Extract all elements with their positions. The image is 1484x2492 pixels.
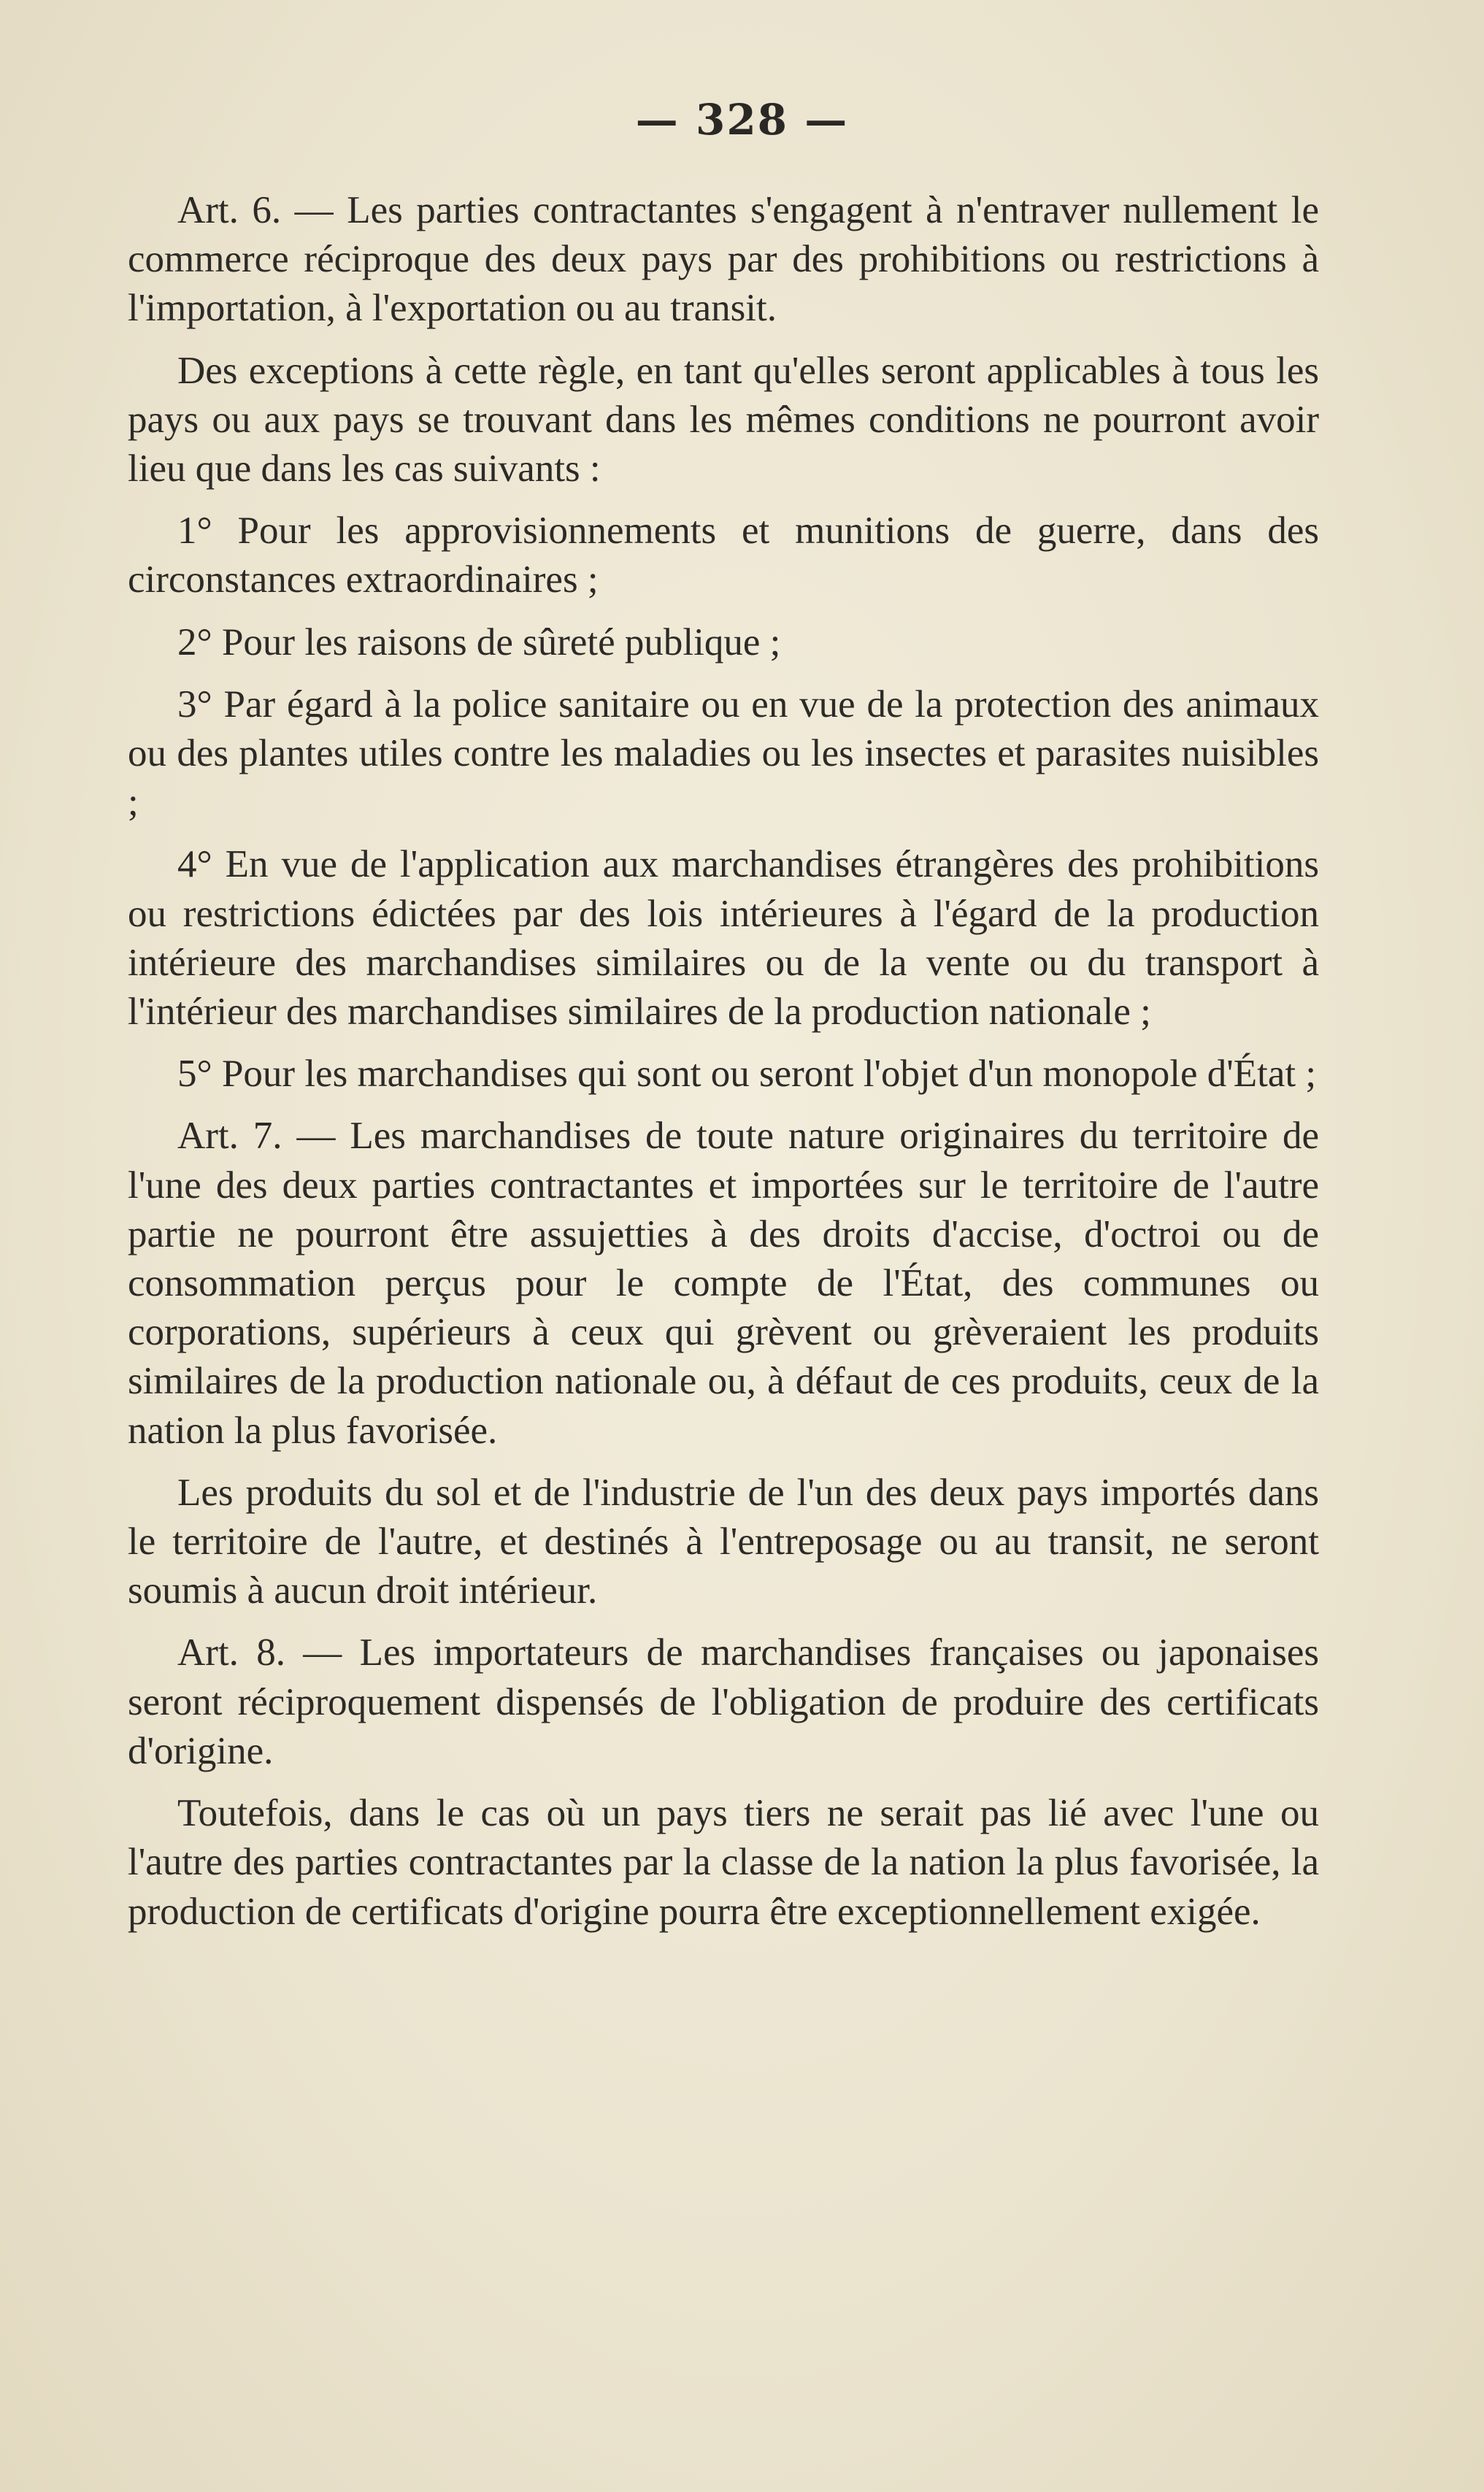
paragraph-exceptions: Des exceptions à cette règle, en tant qu'elles seront applicables à tous les pays ou aux pays se trouvant dans les mêmes conditions ne pourront avoir lieu que dans les cas suivants : [128,349,1319,491]
page-body [128,186,1319,1950]
page-number: — 328 — [635,95,849,145]
list-item-1: 1° Pour les approvisionnements et munitions de guerre, dans des circonstances extraordinaires ; [128,509,1319,601]
list-item-4: 4° En vue de l'application aux marchandises étrangères des prohibitions ou restrictions édictées par des lois intérieures à l'égard de la production intérieure des marchandises similaires ou de la vente ou du transport à l'intérieur des marchandises similaires de la production nationale ; [128,843,1319,1034]
list-item-2: 2° Pour les raisons de sûreté publique ; [177,620,781,664]
paragraph-art-7: Art. 7. — Les marchandises de toute nature originaires du territoire de l'une des deux parties contractantes et importées sur le territoire de l'autre partie ne pourront être assujetties à des droits d'accise, d'octroi ou de consommation perçus pour le compte de l'État, des communes ou corporations, supérieurs à ceux qui grèvent ou grèveraient les produits similaires de la production nationale ou, à défaut de ces produits, ceux de la nation la plus favorisée. [128,1115,1319,1452]
paragraph-certificates: Toutefois, dans le cas où un pays tiers ne serait pas lié avec l'une ou l'autre des parties contractantes par la classe de la nation la plus favorisée, la production de certificats d'origine pourra être exceptionnellement exigée. [128,1792,1319,1933]
paragraph-art-8: Art. 8. — Les importateurs de marchandises françaises ou japonaises seront réciproquement dispensés de l'obligation de produire des certificats d'origine. [128,1631,1319,1772]
paragraph-art-6: Art. 6. — Les parties contractantes s'engagent à n'entraver nullement le commerce réciproque des deux pays par des prohibitions ou restrictions à l'importation, à l'exportation ou au transit. [128,189,1319,330]
paragraph-products-transit: Les produits du sol et de l'industrie de l'un des deux pays importés dans le territoire de l'autre, et destinés à l'entreposage ou au transit, ne seront soumis à aucun droit intérieur. [128,1471,1319,1612]
list-item-5: 5° Pour les marchandises qui sont ou seront l'objet d'un monopole d'État ; [177,1053,1317,1096]
list-item-3: 3° Par égard à la police sanitaire ou en vue de la protection des animaux ou des plantes utiles contre les maladies ou les insectes et parasites nuisibles ; [128,682,1319,824]
